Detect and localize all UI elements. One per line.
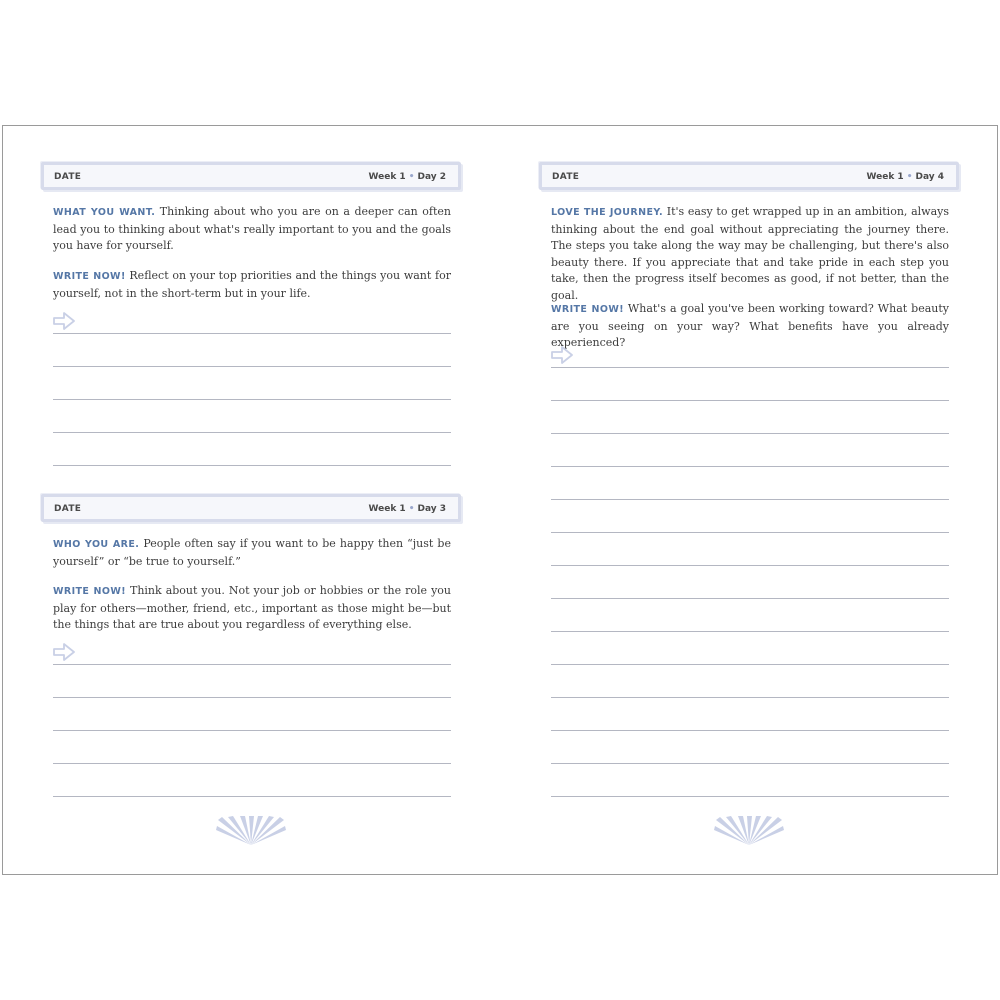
prompt-text: People often say if you want to be happy then “just be yourself” or “be true to yourself.” [53,537,451,568]
entry-day-4 [539,162,959,804]
prompt-text: It's easy to get wrapped up in an ambition, always thinking about the end goal without appreciating the journey there. The steps you take along the way may be challenging, but there's also beauty there. If you appreciate that and take pride in each step you take, then the progress itself becomes as good, if not better, than the goal. [551,205,949,302]
journal-spread [2,125,998,875]
write-now-paragraph [53,583,451,634]
prompt-paragraph [53,536,451,570]
writing-line[interactable] [551,664,949,665]
write-now-text: Reflect on your top priorities and the things you want for yourself, not in the short-term but in your life. [53,269,451,300]
writing-line[interactable] [551,433,949,434]
writing-line[interactable] [53,664,451,665]
prompt-lead: LOVE THE JOURNEY. [551,207,664,218]
prompt-paragraph [551,204,949,304]
writing-line[interactable] [53,366,451,367]
arrow-right-icon [551,346,573,364]
entry-header [41,494,461,522]
writing-line[interactable] [551,730,949,731]
write-now-lead: WRITE NOW! [551,304,624,315]
prompt-lead: WHAT YOU WANT. [53,207,156,218]
arrow-right-icon [53,643,75,661]
write-now-text: Think about you. Not your job or hobbies or the role you play for others—mother, friend, etc., important as those might be—but the things that are true about you regardless of everything else. [53,584,451,631]
writing-line[interactable] [551,631,949,632]
week-day-label: Week 1 • Day 2 [368,172,446,182]
writing-line[interactable] [551,499,949,500]
writing-line[interactable] [551,367,949,368]
writing-line[interactable] [551,400,949,401]
writing-line[interactable] [551,466,949,467]
write-now-lead: WRITE NOW! [53,271,126,282]
writing-line[interactable] [551,565,949,566]
week-day-label: Week 1 • Day 4 [866,172,944,182]
writing-line[interactable] [53,432,451,433]
entry-day-2 [41,162,461,472]
writing-line[interactable] [53,796,451,797]
prompt-lead: WHO YOU ARE. [53,539,140,550]
writing-line[interactable] [53,465,451,466]
entry-day-3 [41,494,461,804]
write-now-text: What's a goal you've been working toward? What beauty are you seeing on your way? What benefits have you already experienced? [551,302,949,349]
prompt-text: Thinking about who you are on a deeper can often lead you to thinking about what's really important to you and the goals you have for yourself. [53,205,451,252]
date-label: DATE [54,504,82,514]
sunburst-ornament-icon [714,816,784,846]
sunburst-ornament-icon [216,816,286,846]
write-now-lead: WRITE NOW! [53,586,126,597]
write-now-paragraph [53,268,451,302]
writing-line[interactable] [551,532,949,533]
arrow-right-icon [53,312,75,330]
writing-line[interactable] [551,697,949,698]
writing-line[interactable] [53,399,451,400]
writing-line[interactable] [551,598,949,599]
writing-line[interactable] [53,763,451,764]
writing-line[interactable] [53,333,451,334]
writing-line[interactable] [551,763,949,764]
date-label: DATE [54,172,82,182]
prompt-paragraph [53,204,451,255]
writing-line[interactable] [53,730,451,731]
writing-line[interactable] [53,697,451,698]
week-day-label: Week 1 • Day 3 [368,504,446,514]
write-now-paragraph [551,301,949,352]
writing-line[interactable] [551,796,949,797]
entry-header [41,162,461,190]
date-label: DATE [552,172,580,182]
entry-header [539,162,959,190]
